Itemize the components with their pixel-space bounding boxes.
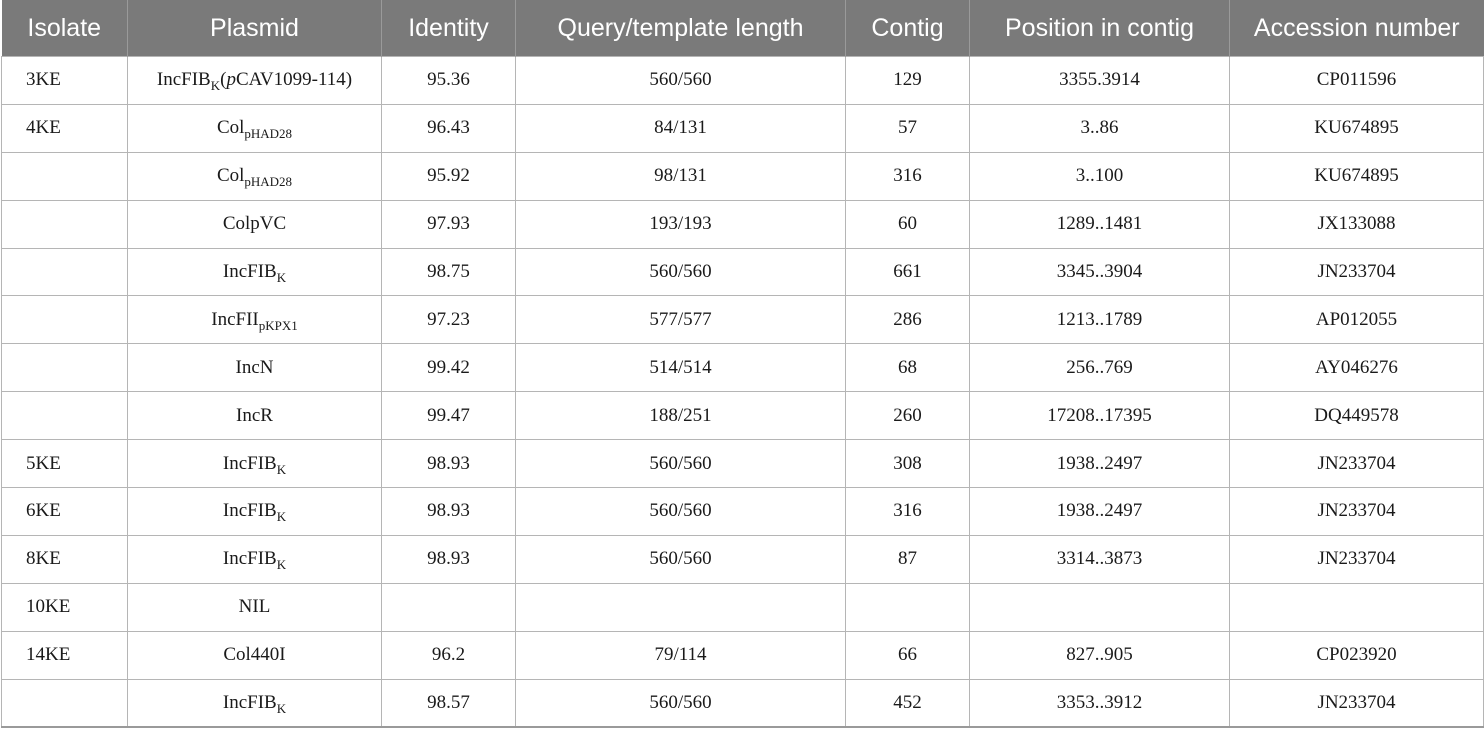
cell-isolate: 8KE [2,535,128,583]
cell-accession-number: AP012055 [1230,296,1484,344]
cell-plasmid [128,104,382,152]
cell-identity: 99.47 [382,392,516,440]
table-row [2,535,1484,583]
cell-isolate [2,344,128,392]
cell-contig [846,583,970,631]
plasmid-subscript: pHAD28 [244,126,293,142]
cell-plasmid [128,296,382,344]
cell-query-template-length: 188/251 [516,392,846,440]
cell-contig: 452 [846,679,970,727]
cell-identity: 98.93 [382,488,516,536]
cell-isolate: 5KE [2,440,128,488]
plasmid-subscript: pKPX1 [258,317,298,333]
cell-identity [382,583,516,631]
cell-isolate: 14KE [2,631,128,679]
plasmid-name: IncFII [211,308,259,330]
plasmid-name: Col [216,165,245,187]
cell-identity: 95.92 [382,152,516,200]
plasmid-subscript: K [276,509,287,525]
cell-isolate: 6KE [2,488,128,536]
plasmid-name: ColpVC [222,213,287,235]
cell-query-template-length: 577/577 [516,296,846,344]
cell-query-template-length: 560/560 [516,57,846,105]
cell-isolate [2,679,128,727]
cell-query-template-length [516,583,846,631]
plasmid-subscript: pHAD28 [244,174,293,190]
cell-identity: 98.57 [382,679,516,727]
table-header [2,0,1484,57]
cell-isolate [2,152,128,200]
cell-position-in-contig: 1289..1481 [970,200,1230,248]
cell-accession-number: CP011596 [1230,57,1484,105]
cell-identity: 95.36 [382,57,516,105]
cell-query-template-length: 560/560 [516,248,846,296]
cell-position-in-contig: 3..86 [970,104,1230,152]
header-position-in-contig: Position in contig [970,0,1230,57]
cell-identity: 98.93 [382,440,516,488]
header-isolate: Isolate [2,0,128,57]
cell-plasmid [128,152,382,200]
cell-plasmid [128,631,382,679]
cell-accession-number: KU674895 [1230,152,1484,200]
cell-contig: 129 [846,57,970,105]
cell-position-in-contig: 256..769 [970,344,1230,392]
cell-accession-number: JX133088 [1230,200,1484,248]
plasmid-name: Col440I [223,644,286,666]
table-row [2,104,1484,152]
cell-identity: 96.43 [382,104,516,152]
cell-contig: 87 [846,535,970,583]
cell-plasmid [128,583,382,631]
plasmid-subscript: K [276,557,287,573]
table-row [2,344,1484,392]
cell-plasmid [128,535,382,583]
plasmid-name: IncN [235,356,274,378]
cell-query-template-length: 560/560 [516,488,846,536]
plasmid-name: IncFIB [156,69,211,91]
cell-accession-number: JN233704 [1230,440,1484,488]
cell-position-in-contig: 3..100 [970,152,1230,200]
cell-isolate [2,200,128,248]
table-row [2,488,1484,536]
table-row [2,248,1484,296]
cell-plasmid [128,679,382,727]
plasmid-suffix: p [226,69,236,91]
cell-query-template-length: 98/131 [516,152,846,200]
cell-contig: 260 [846,392,970,440]
cell-query-template-length: 560/560 [516,535,846,583]
table-row [2,583,1484,631]
header-row [2,0,1484,57]
cell-plasmid [128,200,382,248]
cell-contig: 308 [846,440,970,488]
cell-accession-number: JN233704 [1230,248,1484,296]
plasmid-table [1,0,1484,728]
cell-contig: 286 [846,296,970,344]
plasmid-name: Col [216,117,245,139]
cell-accession-number: JN233704 [1230,679,1484,727]
cell-position-in-contig: 3353..3912 [970,679,1230,727]
plasmid-subscript: K [276,270,287,285]
cell-isolate [2,296,128,344]
cell-position-in-contig: 3345..3904 [970,248,1230,296]
cell-isolate: 3KE [2,57,128,105]
cell-identity: 96.2 [382,631,516,679]
cell-accession-number: JN233704 [1230,535,1484,583]
header-contig: Contig [846,0,970,57]
cell-query-template-length: 193/193 [516,200,846,248]
table-body [2,57,1484,728]
cell-plasmid [128,57,382,105]
cell-position-in-contig: 1938..2497 [970,488,1230,536]
cell-contig: 57 [846,104,970,152]
plasmid-name: NIL [238,596,271,618]
cell-identity: 97.23 [382,296,516,344]
plasmid-subscript: K [276,461,287,477]
table-row [2,631,1484,679]
plasmid-suffix: CAV1099-114) [235,69,353,91]
plasmid-name: IncFIB [222,692,277,714]
plasmid-name: IncFIB [222,261,277,282]
table-row [2,152,1484,200]
table-row [2,440,1484,488]
cell-contig: 661 [846,248,970,296]
cell-position-in-contig: 1213..1789 [970,296,1230,344]
cell-query-template-length: 84/131 [516,104,846,152]
plasmid-name: IncFIB [222,452,277,474]
cell-contig: 66 [846,631,970,679]
cell-accession-number: KU674895 [1230,104,1484,152]
cell-position-in-contig: 1938..2497 [970,440,1230,488]
cell-accession-number: JN233704 [1230,488,1484,536]
table-row [2,392,1484,440]
cell-isolate [2,392,128,440]
cell-identity: 98.75 [382,248,516,296]
plasmid-name: IncR [236,404,273,426]
cell-identity: 98.93 [382,535,516,583]
cell-plasmid [128,488,382,536]
cell-identity: 99.42 [382,344,516,392]
table-row [2,57,1484,105]
cell-position-in-contig: 827..905 [970,631,1230,679]
header-identity: Identity [382,0,516,57]
cell-plasmid [128,248,382,296]
table-row [2,679,1484,727]
cell-query-template-length: 514/514 [516,344,846,392]
cell-isolate: 10KE [2,583,128,631]
cell-accession-number: AY046276 [1230,344,1484,392]
cell-query-template-length: 560/560 [516,440,846,488]
cell-contig: 60 [846,200,970,248]
cell-position-in-contig: 3314..3873 [970,535,1230,583]
cell-position-in-contig: 3355.3914 [970,57,1230,105]
table-row [2,296,1484,344]
plasmid-subscript: K [276,701,287,717]
header-query-template-length: Query/template length [516,0,846,57]
cell-query-template-length: 560/560 [516,679,846,727]
cell-contig: 68 [846,344,970,392]
header-accession-number: Accession number [1230,0,1484,57]
cell-accession-number: DQ449578 [1230,392,1484,440]
cell-position-in-contig [970,583,1230,631]
plasmid-name: IncFIB [222,500,277,522]
cell-isolate: 4KE [2,104,128,152]
cell-contig: 316 [846,488,970,536]
table-row [2,200,1484,248]
cell-accession-number: CP023920 [1230,631,1484,679]
cell-plasmid [128,392,382,440]
plasmid-subscript: K [210,78,221,94]
header-plasmid: Plasmid [128,0,382,57]
plasmid-suffix: ( [220,69,227,91]
cell-accession-number [1230,583,1484,631]
cell-isolate [2,248,128,296]
cell-query-template-length: 79/114 [516,631,846,679]
cell-plasmid [128,440,382,488]
cell-contig: 316 [846,152,970,200]
cell-identity: 97.93 [382,200,516,248]
cell-position-in-contig: 17208..17395 [970,392,1230,440]
cell-plasmid [128,344,382,392]
plasmid-name: IncFIB [222,548,277,570]
